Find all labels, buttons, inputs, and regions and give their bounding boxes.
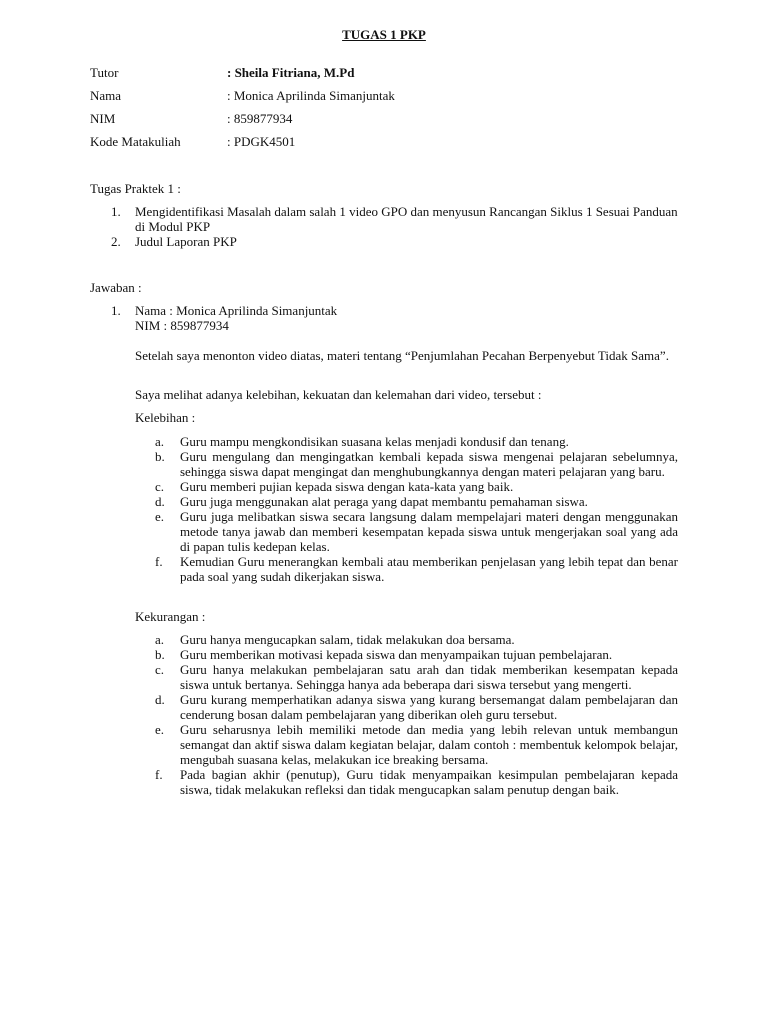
paragraph-intro: Setelah saya menonton video diatas, materi tentang “Penjumlahan Pecahan Berpenyebut Tidak Sama”.	[135, 348, 669, 363]
list-item-text: Guru hanya melakukan pembelajaran satu arah dan tidak memberikan kesempatan kepada siswa untuk bertanya. Sehingga hanya ada beberapa dari siswa tersebut yang mengerti.	[180, 662, 678, 692]
kekurangan-item	[135, 662, 678, 692]
document-title: TUGAS 1 PKP	[342, 27, 426, 42]
meta-row-nama	[90, 88, 690, 111]
list-number: 1.	[111, 303, 121, 318]
list-item-text: Guru seharusnya lebih memiliki metode dan media yang lebih relevan untuk membangun semangat dan aktif siswa dalam kegiatan belajar, dalam contoh : membentuk kelompok belajar, mengubah suasana kelas, melakukan ice breaking bersama.	[180, 722, 678, 767]
kelebihan-item	[135, 479, 678, 494]
meta-value-kode-matakuliah: : PDGK4501	[227, 134, 296, 149]
list-item-text: Guru mengulang dan mengingatkan kembali kepada siswa mengenai pelajaran sebelumnya, sehingga siswa dapat mengingat dan menghubungkannya dengan materi pelajaran yang baru.	[180, 449, 678, 479]
list-letter: a.	[155, 632, 165, 647]
list-item-text: Guru kurang memperhatikan adanya siswa yang kurang bersemangat dalam pembelajaran dan cenderung bosan dalam pembelajaran yang diberikan oleh guru tersebut.	[180, 692, 678, 722]
kekurangan-list	[135, 632, 678, 797]
list-letter: d.	[155, 692, 165, 707]
meta-label: Tutor	[90, 65, 119, 80]
list-item	[90, 204, 690, 234]
list-letter: c.	[155, 479, 165, 494]
answer-nama: Nama : Monica Aprilinda Simanjuntak	[135, 303, 338, 318]
list-letter: d.	[155, 494, 165, 509]
kekurangan-item	[135, 767, 678, 797]
meta-value-nama: : Monica Aprilinda Simanjuntak	[227, 88, 395, 103]
paragraph-observation: Saya melihat adanya kelebihan, kekuatan dan kelemahan dari video, tersebut :	[135, 387, 542, 402]
list-letter: a.	[155, 434, 165, 449]
kelebihan-item	[135, 509, 678, 554]
kekurangan-heading: Kekurangan :	[135, 609, 206, 624]
list-item-text: Guru memberi pujian kepada siswa dengan kata-kata yang baik.	[180, 479, 514, 494]
meta-value-tutor: : Sheila Fitriana, M.Pd	[227, 65, 355, 80]
list-item-text: Kemudian Guru menerangkan kembali atau memberikan penjelasan yang lebih tepat dan benar pada soal yang sudah dikerjakan siswa.	[180, 554, 678, 584]
list-letter: e.	[155, 509, 165, 524]
kelebihan-heading: Kelebihan :	[135, 410, 196, 425]
list-letter: f.	[155, 767, 163, 782]
answer-header	[90, 303, 690, 333]
list-item-text: Guru hanya mengucapkan salam, tidak melakukan doa bersama.	[180, 632, 515, 647]
list-item-text: Guru memberikan motivasi kepada siswa dan menyampaikan tujuan pembelajaran.	[180, 647, 613, 662]
answer-item	[90, 303, 690, 333]
kelebihan-item	[135, 434, 678, 449]
list-letter: b.	[155, 449, 165, 464]
answer-identity	[135, 303, 690, 333]
kekurangan-item	[135, 722, 678, 767]
list-item-text: Guru juga menggunakan alat peraga yang dapat membantu pemahaman siswa.	[180, 494, 588, 509]
meta-label: Nama	[90, 88, 122, 103]
list-item	[90, 234, 690, 249]
jawaban-heading: Jawaban :	[90, 280, 142, 295]
identity-block	[90, 65, 690, 157]
list-letter: c.	[155, 662, 165, 677]
answer-nim: NIM : 859877934	[135, 318, 229, 333]
list-item-text: Guru juga melibatkan siswa secara langsung dalam mempelajari materi dengan menggunakan metode tanya jawab dan memberi kesempatan kepada siswa untuk mengerjakan soal yang ada di papan tulis kedepan kelas.	[180, 509, 678, 554]
kelebihan-item	[135, 554, 678, 584]
tugas-heading: Tugas Praktek 1 :	[90, 181, 181, 196]
kekurangan-item	[135, 692, 678, 722]
meta-label: Kode Matakuliah	[90, 134, 181, 149]
kelebihan-item	[135, 494, 678, 509]
list-item-text: Pada bagian akhir (penutup), Guru tidak menyampaikan kesimpulan pembelajaran kepada siswa, tidak melakukan refleksi dan tidak mengucapkan salam penutup dengan baik.	[180, 767, 678, 797]
kekurangan-item	[135, 632, 678, 647]
list-item-text: Mengidentifikasi Masalah dalam salah 1 video GPO dan menyusun Rancangan Siklus 1 Sesuai Panduan di Modul PKP	[135, 204, 678, 234]
list-item-text: Guru mampu mengkondisikan suasana kelas menjadi kondusif dan tenang.	[180, 434, 569, 449]
kelebihan-list	[135, 434, 678, 584]
kelebihan-item	[135, 449, 678, 479]
list-letter: f.	[155, 554, 163, 569]
list-number: 2.	[111, 234, 121, 249]
meta-row-nim	[90, 111, 690, 134]
meta-label: NIM	[90, 111, 116, 126]
list-letter: b.	[155, 647, 165, 662]
meta-row-tutor	[90, 65, 690, 88]
list-letter: e.	[155, 722, 165, 737]
tugas-list	[90, 204, 690, 249]
meta-row-kode-matakuliah	[90, 134, 690, 157]
list-item-text: Judul Laporan PKP	[135, 234, 237, 249]
list-number: 1.	[111, 204, 121, 219]
meta-value-nim: : 859877934	[227, 111, 293, 126]
kekurangan-item	[135, 647, 678, 662]
